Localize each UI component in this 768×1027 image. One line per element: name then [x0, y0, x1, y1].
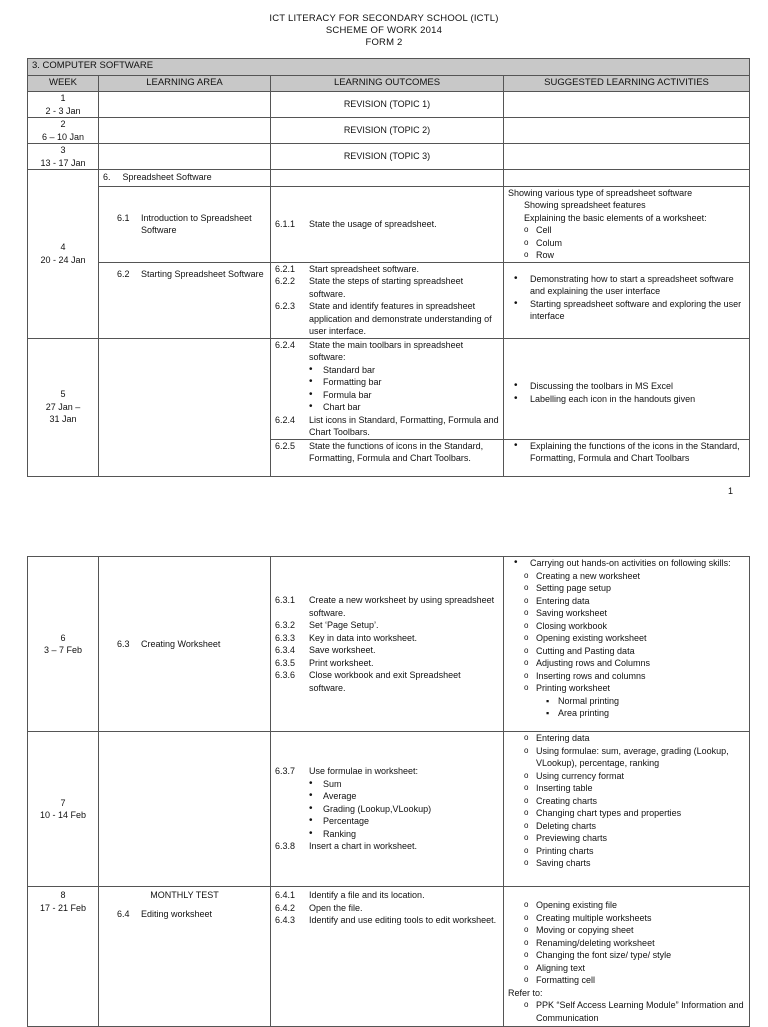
section-title: 3. COMPUTER SOFTWARE [28, 59, 750, 76]
outcome-text: Set ‘Page Setup’. [309, 620, 379, 630]
week-number: 4 [60, 242, 66, 253]
list-item: o Moving or copying sheet [508, 924, 745, 937]
topic-title: Spreadsheet Software [122, 172, 212, 182]
week-dates: 10 - 14 Feb [39, 810, 87, 820]
table-row [28, 144, 750, 170]
list-item: o Creating a new worksheet [508, 570, 745, 583]
table-row [28, 118, 750, 144]
week-number: 3 [60, 145, 66, 155]
outcome-number: 6.2.4 [275, 339, 296, 350]
doc-form: FORM 2 [365, 37, 403, 48]
outcome-text: Open the file. [309, 902, 363, 913]
list-item: o Printing worksheet [508, 682, 745, 695]
outcome-text: Key in data into worksheet. [309, 632, 418, 643]
table-row [28, 92, 750, 118]
list-item: o Creating charts [508, 795, 745, 808]
activity-line: Showing spreadsheet features [524, 200, 646, 210]
outcome-number: 6.2.2 [275, 276, 296, 286]
outcome-number: 6.3.5 [275, 657, 296, 668]
list-item: o Entering data [508, 595, 745, 608]
list-item: o Deleting charts [508, 820, 745, 833]
week-dates: 17 - 21 Feb [39, 902, 87, 913]
col-learning-area: LEARNING AREA [99, 76, 271, 92]
list-item: o Colum [508, 237, 745, 250]
area-number: 6.2 [117, 268, 130, 279]
outcome-text: State the steps of starting spreadsheet software. [309, 276, 464, 299]
outcome-number: 6.2.1 [275, 263, 296, 274]
table-row [28, 338, 750, 439]
list-item: • Labelling each icon in the handouts given [508, 393, 745, 406]
outcome-number: 6.3.3 [275, 632, 296, 643]
list-item: • Discussing the toolbars in MS Excel [508, 380, 745, 393]
page-number: 1 [728, 486, 734, 496]
list-item: o Creating multiple worksheets [508, 912, 745, 925]
outcome-text: State the main toolbars in spreadsheet software: [309, 339, 464, 362]
list-item: • Standard bar [275, 364, 499, 377]
area-number: 6.3 [117, 638, 130, 649]
scheme-table-page-1 [27, 58, 750, 477]
outcome-text: State and identify features in spreadsheet application and demonstrate understanding of user interface. [309, 301, 492, 336]
outcome-text: Close workbook and exit Spreadsheet software. [309, 670, 461, 693]
list-item: o Saving charts [508, 857, 745, 870]
outcome-text: Create a new worksheet by using spreadsheet software. [309, 595, 495, 618]
list-item: o Renaming/deleting worksheet [508, 937, 745, 950]
week-number: 7 [60, 797, 66, 808]
week-number: 2 [60, 119, 66, 129]
topic-number: 6. [103, 172, 111, 182]
outcome-number: 6.3.6 [275, 670, 296, 680]
activity-line: Explaining the basic elements of a worksheet: [524, 212, 707, 223]
list-item: o Inserting table [508, 782, 745, 795]
outcome-text: State the functions of icons in the Standard, Formatting, Formula and Chart Toolbars. [309, 440, 484, 463]
outcome-number: 6.3.1 [275, 595, 296, 605]
outcome-number: 6.2.5 [275, 440, 296, 451]
outcome-number: 6.1.1 [275, 218, 296, 229]
refer-label: Refer to: [508, 987, 543, 998]
col-week: WEEK [28, 76, 99, 92]
list-item: o Changing chart types and properties [508, 807, 745, 820]
table-row [28, 170, 750, 187]
outcome-text: Identify a file and its location. [309, 890, 425, 900]
list-item: o Row [508, 249, 745, 262]
table-row [28, 262, 750, 338]
week-number: 1 [60, 93, 66, 103]
list-item: • Percentage [275, 815, 499, 828]
list-item: o Cell [508, 224, 745, 237]
list-item: • Formatting bar [275, 376, 499, 389]
monthly-test-label: MONTHLY TEST [150, 890, 219, 900]
outcome-text: Save worksheet. [309, 645, 376, 655]
doc-title: ICT LITERACY FOR SECONDARY SCHOOL (ICTL) [269, 13, 499, 24]
outcome-number: 6.4.1 [275, 890, 296, 900]
outcome-number: 6.4.2 [275, 902, 296, 913]
outcome-number: 6.2.3 [275, 301, 296, 311]
revision-outcome: REVISION (TOPIC 1) [271, 92, 504, 118]
list-item: ▪ Normal printing [508, 695, 745, 708]
list-item: o Entering data [508, 732, 745, 745]
outcome-text: State the usage of spreadsheet. [309, 218, 437, 229]
outcome-number: 6.4.3 [275, 915, 296, 925]
learning-area: Editing worksheet [141, 908, 213, 919]
list-item: o Using currency format [508, 770, 745, 783]
week-dates: 31 Jan [49, 414, 77, 425]
week-dates: 6 – 10 Jan [41, 131, 85, 142]
activity-intro: Showing various type of spreadsheet software [508, 187, 693, 198]
table-row [28, 186, 750, 262]
outcome-text: Print worksheet. [309, 657, 374, 668]
week-number: 5 [60, 389, 66, 400]
list-item: ▪ Area printing [508, 707, 745, 720]
week-dates: 27 Jan – [45, 401, 81, 412]
outcome-text: Identify and use editing tools to edit worksheet. [309, 915, 497, 925]
table-row [28, 887, 750, 1027]
outcome-text: Insert a chart in worksheet. [309, 841, 418, 852]
list-item: o Aligning text [508, 962, 745, 975]
week-dates: 3 – 7 Feb [43, 645, 83, 655]
list-item: o Using formulae: sum, average, grading (Lookup, VLookup), percentage, ranking [508, 745, 745, 770]
outcome-text: List icons in Standard, Formatting, Formula and Chart Toolbars. [309, 414, 499, 437]
outcome-number: 6.3.2 [275, 620, 296, 630]
list-item: • Grading (Lookup,VLookup) [275, 803, 499, 816]
list-item: • Formula bar [275, 389, 499, 402]
week-dates: 13 - 17 Jan [40, 157, 86, 168]
area-number: 6.4 [117, 908, 130, 919]
list-item: o Formatting cell [508, 974, 745, 987]
list-item: • Sum [275, 778, 499, 791]
week-number: 6 [60, 632, 66, 643]
area-number: 6.1 [117, 212, 130, 223]
list-item: o Opening existing file [508, 899, 745, 912]
week-dates: 20 - 24 Jan [40, 254, 86, 265]
week-dates: 2 - 3 Jan [45, 105, 81, 116]
list-item: • Average [275, 790, 499, 803]
outcome-number: 6.3.7 [275, 766, 296, 777]
list-item: • Demonstrating how to start a spreadsheet software and explaining the user interface [508, 273, 745, 298]
learning-area: Introduction to Spreadsheet Software [141, 212, 252, 235]
col-learning-outcomes: LEARNING OUTCOMES [271, 76, 504, 92]
revision-outcome: REVISION (TOPIC 3) [271, 144, 504, 170]
outcome-number: 6.3.8 [275, 841, 296, 852]
scheme-table-page-2 [27, 556, 750, 1027]
revision-outcome: REVISION (TOPIC 2) [271, 118, 504, 144]
list-item: • Starting spreadsheet software and exploring the user interface [508, 298, 745, 323]
list-item: o Adjusting rows and Columns [508, 657, 745, 670]
outcome-number: 6.2.4 [275, 414, 296, 425]
outcome-text: Use formulae in worksheet: [309, 766, 419, 777]
list-item: • Explaining the functions of the icons in the Standard, Formatting, Formula and Chart Toolbars [508, 440, 745, 465]
outcome-text: Start spreadsheet software. [309, 263, 420, 274]
list-item: o Previewing charts [508, 832, 745, 845]
list-item: o Closing workbook [508, 620, 745, 633]
list-item: • Ranking [275, 828, 499, 841]
list-item: o Inserting rows and columns [508, 670, 745, 683]
list-item: o Saving worksheet [508, 607, 745, 620]
learning-area: Starting Spreadsheet Software [141, 268, 264, 279]
list-item: o Changing the font size/ type/ style [508, 949, 745, 962]
activity-intro: • Carrying out hands-on activities on following skills: [508, 557, 745, 570]
list-item: o Opening existing worksheet [508, 632, 745, 645]
week-number: 8 [60, 890, 66, 900]
list-item: • Chart bar [275, 401, 499, 414]
outcome-number: 6.3.4 [275, 645, 296, 655]
table-row [28, 557, 750, 732]
col-activities: SUGGESTED LEARNING ACTIVITIES [504, 76, 750, 92]
table-row [28, 732, 750, 887]
list-item: o Printing charts [508, 845, 745, 858]
learning-area: Creating Worksheet [141, 638, 221, 649]
list-item: o PPK “Self Access Learning Module” Information and Communication [508, 999, 745, 1024]
doc-subtitle: SCHEME OF WORK 2014 [325, 25, 443, 36]
list-item: o Cutting and Pasting data [508, 645, 745, 658]
list-item: o Setting page setup [508, 582, 745, 595]
